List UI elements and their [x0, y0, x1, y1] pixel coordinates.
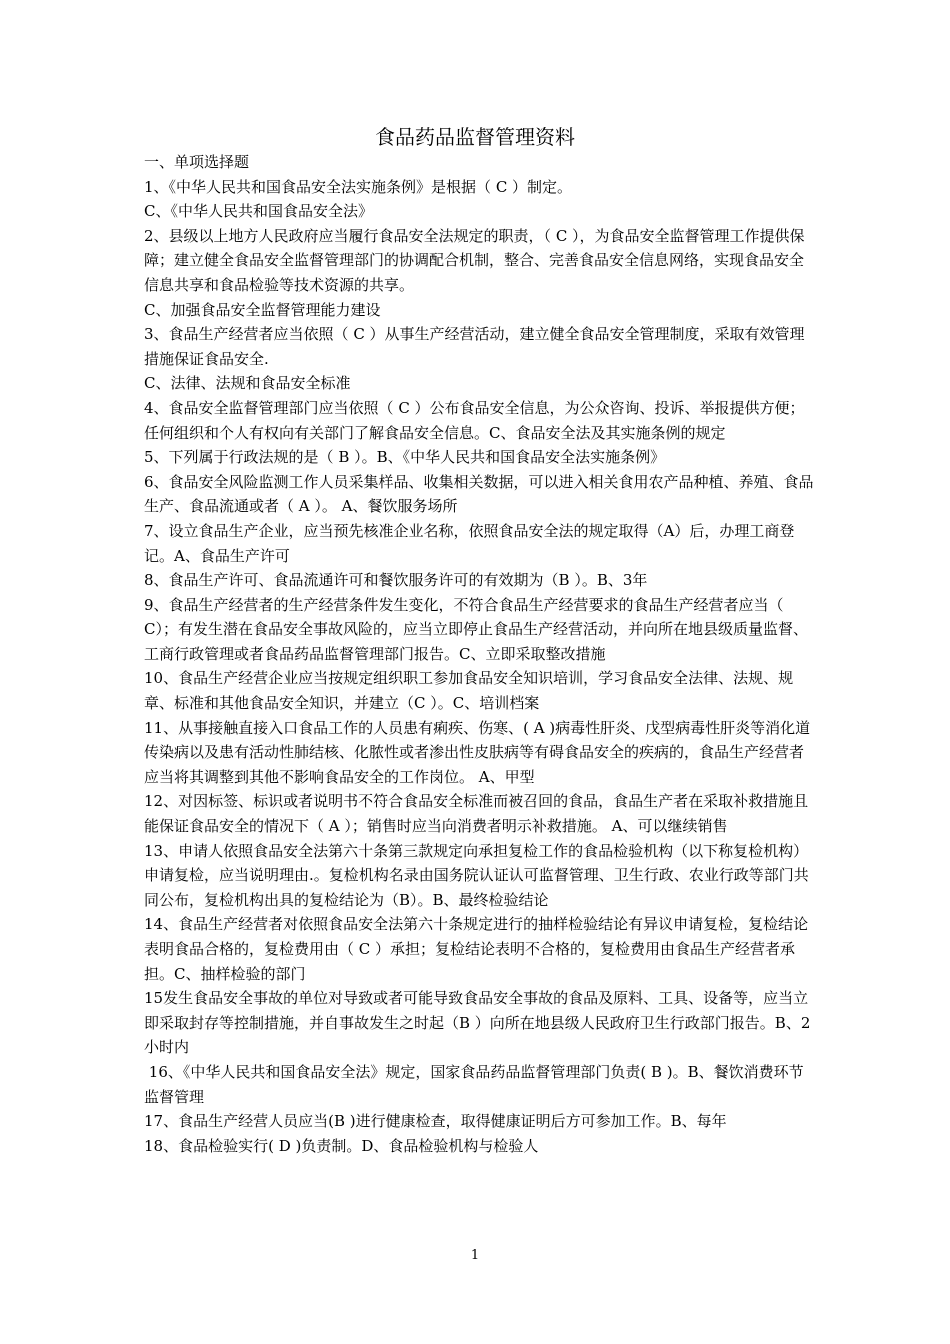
paragraph: 10、食品生产经营企业应当按规定组织职工参加食品安全知识培训，学习食品安全法律、法规、规章、标准和其他食品安全知识，并建立（C ）。C、培训档案 — [144, 669, 794, 713]
paragraph: 5、下列属于行政法规的是（ B ）。B、《中华人民共和国食品安全法实施条例》 — [144, 448, 666, 467]
paragraph: 14、食品生产经营者对依照食品安全法第六十条规定进行的抽样检验结论有异议申请复检，复检结论表明食品合格的，复检费用由（ C ）承担；复检结论表明不合格的，复检费用由食品生产经营者承担。C、抽样检验的部门 — [144, 915, 809, 983]
paragraph: 13、申请人依照食品安全法第六十条第三款规定向承担复检工作的食品检验机构（以下称复检机构）申请复检，应当说明理由.。复检机构名录由国务院认证认可监督管理、卫生行政、农业行政等部门共同公布，复检机构出具的复检结论为（B）。B、最终检验结论 — [144, 841, 809, 909]
paragraph: 2、县级以上地方人民政府应当履行食品安全法规定的职责，（ C ），为食品安全监督管理工作提供保障；建立健全食品安全监督管理部门的协调配合机制，整合、完善食品安全信息网络，实现食品安全信息共享和食品检验等技术资源的共享。 — [144, 226, 805, 294]
paragraph: C、加强食品安全监督管理能力建设 — [144, 300, 381, 319]
paragraph: 15发生食品安全事故的单位对导致或者可能导致食品安全事故的食品及原料、工具、设备等，应当立即采取封存等控制措施，并自事故发生之时起（B ）向所在地县级人民政府卫生行政部门报告。B、2小时内 — [144, 989, 811, 1057]
paragraph: 12、对因标签、标识或者说明书不符合食品安全标准而被召回的食品，食品生产者在采取补救措施且能保证食品安全的情况下（ A ）；销售时应当向消费者明示补救措施。 A、可以继续销售 — [144, 792, 809, 836]
paragraph: 18、食品检验实行( D )负责制。D、食品检验机构与检验人 — [144, 1136, 539, 1155]
paragraph: 16、《中华人民共和国食品安全法》规定，国家食品药品监督管理部门负责( B )。B、餐饮消费环节监督管理 — [144, 1062, 804, 1106]
paragraph: 8、食品生产许可、食品流通许可和餐饮服务许可的有效期为（B ）。B、3年 — [144, 571, 648, 590]
paragraph: 7、设立食品生产企业，应当预先核准企业名称，依照食品安全法的规定取得（A）后，办理工商登记。A、食品生产许可 — [144, 521, 795, 565]
paragraph: C、法律、法规和食品安全标准 — [144, 374, 351, 393]
page-number: 1 — [470, 1248, 480, 1263]
paragraph: 1、《中华人民共和国食品安全法实施条例》是根据（ C ）制定。 — [144, 177, 573, 196]
paragraph: C、《中华人民共和国食品安全法》 — [144, 202, 373, 221]
paragraph: 17、食品生产经营人员应当(B )进行健康检查，取得健康证明后方可参加工作。B、每年 — [144, 1112, 727, 1131]
document-title: 食品药品监督管理资料 — [375, 125, 575, 149]
paragraph: 9、食品生产经营者的生产经营条件发生变化，不符合食品生产经营要求的食品生产经营者应当（ C）；有发生潜在食品安全事故风险的，应当立即停止食品生产经营活动，并向所在地县级质量监督、工商行政管理或者食品药品监督管理部门报告。C、立即采取整改措施 — [144, 595, 808, 663]
paragraph: 4、食品安全监督管理部门应当依照（ C ）公布食品安全信息，为公众咨询、投诉、举报提供方便；任何组织和个人有权向有关部门了解食品安全信息。C、食品安全法及其实施条例的规定 — [144, 398, 805, 442]
paragraph: 3、食品生产经营者应当依照（ C ）从事生产经营活动，建立健全食品安全管理制度，采取有效管理措施保证食品安全. — [144, 325, 805, 368]
paragraph: 11、从事接触直接入口食品工作的人员患有痢疾、伤寒、( A )病毒性肝炎、戊型病毒性肝炎等消化道传染病以及患有活动性肺结核、化脓性或者渗出性皮肤病等有碍食品安全的疾病的，食品生产经营者应当将其调整到其他不影响食品安全的工作岗位。 A、甲型 — [144, 718, 811, 786]
section-heading: 一、单项选择题 — [144, 153, 250, 171]
paragraph: 6、食品安全风险监测工作人员采集样品、收集相关数据，可以进入相关食用农产品种植、养殖、食品生产、食品流通或者（ A ）。 A、餐饮服务场所 — [144, 472, 814, 516]
document-body — [144, 150, 814, 1158]
